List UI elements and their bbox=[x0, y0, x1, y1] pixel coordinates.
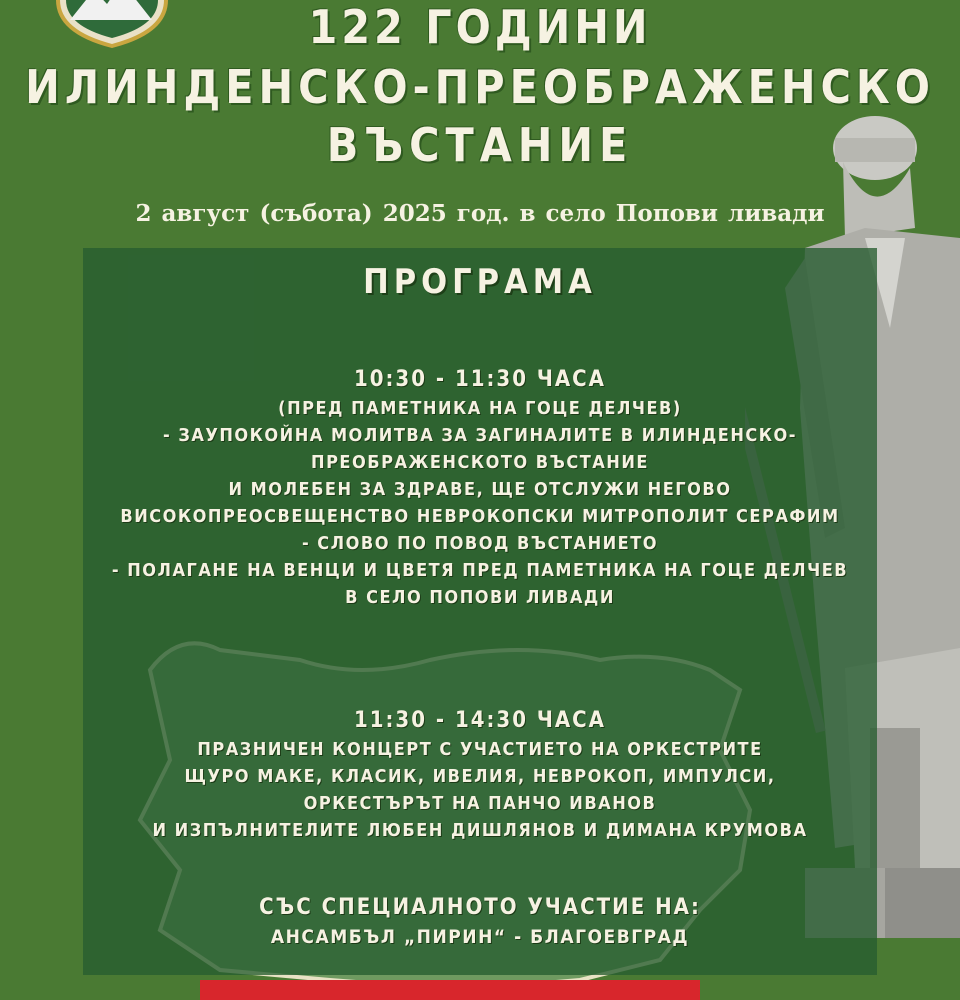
session-1-line: - ЗАУПОКОЙНА МОЛИТВА ЗА ЗАГИНАЛИТЕ В ИЛИНДЕНСКО- bbox=[162, 425, 798, 446]
event-date: 2 август (събота) 2025 год. в село Попови ливади bbox=[135, 200, 825, 227]
program-panel bbox=[83, 248, 877, 975]
session-2-time: 11:30 - 14:30 ЧАСА bbox=[353, 708, 607, 733]
session-1-line: В СЕЛО ПОПОВИ ЛИВАДИ bbox=[345, 587, 615, 608]
title-line-3: ВЪСТАНИЕ bbox=[326, 118, 634, 172]
flag-red-stripe bbox=[200, 980, 700, 1000]
session-1-time: 10:30 - 11:30 ЧАСА bbox=[353, 367, 607, 392]
session-1-line: И МОЛЕБЕН ЗА ЗДРАВЕ, ЩЕ ОТСЛУЖИ НЕГОВО bbox=[228, 479, 732, 500]
session-1 bbox=[83, 365, 877, 611]
session-2 bbox=[83, 706, 877, 844]
session-2-line: И ИЗПЪЛНИТЕЛИТЕ ЛЮБЕН ДИШЛЯНОВ И ДИМАНА КРУМОВА bbox=[152, 820, 808, 841]
session-1-line: - ПОЛАГАНЕ НА ВЕНЦИ И ЦВЕТЯ ПРЕД ПАМЕТНИКА НА ГОЦЕ ДЕЛЧЕВ bbox=[111, 560, 849, 581]
special-participation bbox=[83, 892, 877, 951]
session-2-line: ОРКЕСТЪРЪТ НА ПАНЧО ИВАНОВ bbox=[303, 793, 657, 814]
session-2-line: ПРАЗНИЧЕН КОНЦЕРТ С УЧАСТИЕТО НА ОРКЕСТРИТЕ bbox=[197, 739, 763, 760]
program-title: ПРОГРАМА bbox=[363, 262, 597, 302]
special-ensemble: АНСАМБЪЛ „ПИРИН“ - БЛАГОЕВГРАД bbox=[270, 926, 690, 948]
session-2-line: ЩУРО МАКЕ, КЛАСИК, ИВЕЛИЯ, НЕВРОКОП, ИМПУЛСИ, bbox=[184, 766, 776, 787]
title-line-2: ИЛИНДЕНСКО-ПРЕОБРАЖЕНСКО bbox=[25, 60, 935, 114]
session-1-line: ПРЕОБРАЖЕНСКОТО ВЪСТАНИЕ bbox=[311, 452, 649, 473]
title-line-1: 122 ГОДИНИ bbox=[308, 0, 652, 54]
special-lead: СЪС СПЕЦИАЛНОТО УЧАСТИЕ НА: bbox=[259, 895, 701, 920]
session-1-line: - СЛОВО ПО ПОВОД ВЪСТАНИЕТО bbox=[301, 533, 659, 554]
session-1-line: ВИСОКОПРЕОСВЕЩЕНСТВО НЕВРОКОПСКИ МИТРОПОЛИТ СЕРАФИМ bbox=[120, 506, 840, 527]
session-1-line: (ПРЕД ПАМЕТНИКА НА ГОЦЕ ДЕЛЧЕВ) bbox=[278, 398, 682, 419]
